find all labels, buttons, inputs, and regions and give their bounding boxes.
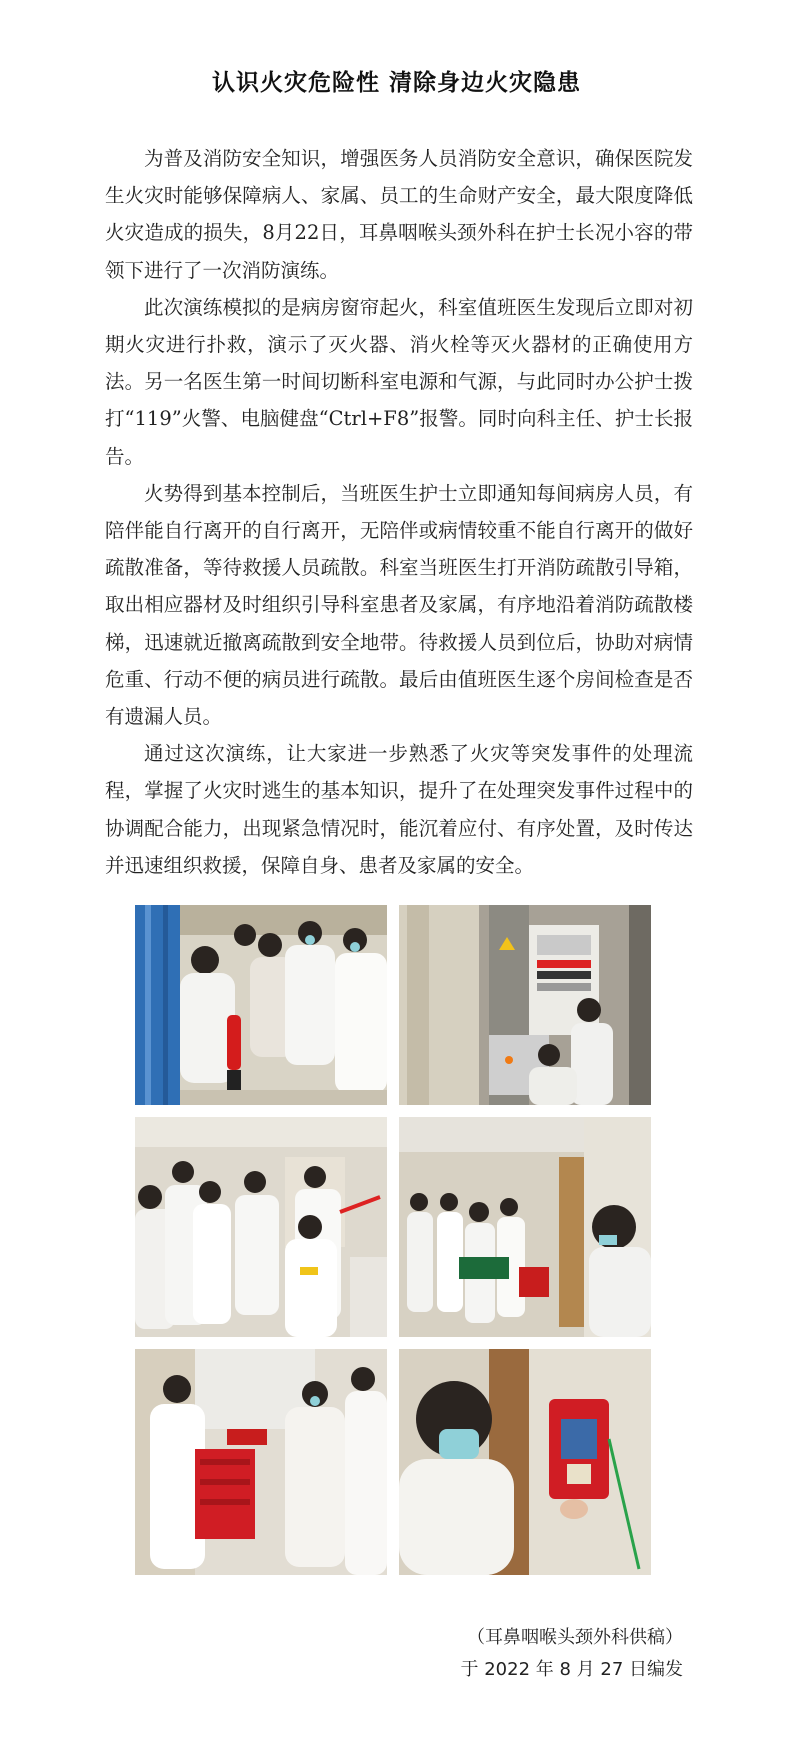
photo-power-cabinet-image — [399, 905, 651, 1105]
photo-power-cabinet — [399, 905, 651, 1105]
paragraph-3: 火势得到基本控制后，当班医生护士立即通知每间病房人员，有陪伴能自行离开的自行离开，无陪伴或病情较重不能自行离开的做好疏散准备，等待救援人员疏散。科室当班医生打开消防疏散引导箱，取出相应器材及时组织引导科室患者及家属，有序地沿着消防疏散楼梯，迅速就近撤离疏散到安全地带。待救援人员到位后，协助对病情危重、行动不便的病员进行疏散。最后由值班医生逐个房间检查是否有遗漏人员。 — [105, 481, 693, 729]
photo-extinguisher-demo — [135, 905, 387, 1105]
article-date: 于 2022 年 8 月 27 日编发 — [460, 1659, 683, 1680]
photo-extinguisher-demo-image — [135, 905, 387, 1105]
photo-evacuation-cabinet — [135, 1349, 387, 1575]
paragraph-1: 为普及消防安全知识，增强医务人员消防安全意识，确保医院发生火灾时能够保障病人、家属、员工的生命财产安全，最大限度降低火灾造成的损失，8月22日，耳鼻咽喉头颈外科在护士长况小容的带领下进行了一次消防演练。 — [105, 147, 693, 282]
article-source: （耳鼻咽喉头颈外科供稿） — [467, 1627, 683, 1648]
paragraph-2: 此次演练模拟的是病房窗帘起火，科室值班医生发现后立即对初期火灾进行扑救，演示了灭火器、消火栓等灭火器材的正确使用方法。另一名医生第一时间切断科室电源和气源，与此同时办公护士拨打“119”火警、电脑健盘“Ctrl+F8”报警。同时向科主任、护士长报告。 — [105, 295, 693, 468]
photo-group-drill-image — [135, 1117, 387, 1337]
photo-exit-sign-image — [399, 1117, 651, 1337]
paragraph-4: 通过这次演练，让大家进一步熟悉了火灾等突发事件的处理流程，掌握了火灾时逃生的基本知识，提升了在处理突发事件过程中的协调配合能力，出现紧急情况时，能沉着应付、有序处置，及时传达并迅速组织救援，保障自身、患者及家属的安全。 — [105, 742, 693, 877]
article-title: 认识火灾危险性 清除身边火灾隐患 — [211, 70, 581, 96]
photo-guide-box-closeup-image — [399, 1349, 651, 1575]
photo-group-drill — [135, 1117, 387, 1337]
photo-guide-box-closeup — [399, 1349, 651, 1575]
article-body — [105, 140, 693, 884]
photo-evacuation-cabinet-image — [135, 1349, 387, 1575]
photo-exit-sign — [399, 1117, 651, 1337]
photo-grid — [135, 905, 651, 1575]
